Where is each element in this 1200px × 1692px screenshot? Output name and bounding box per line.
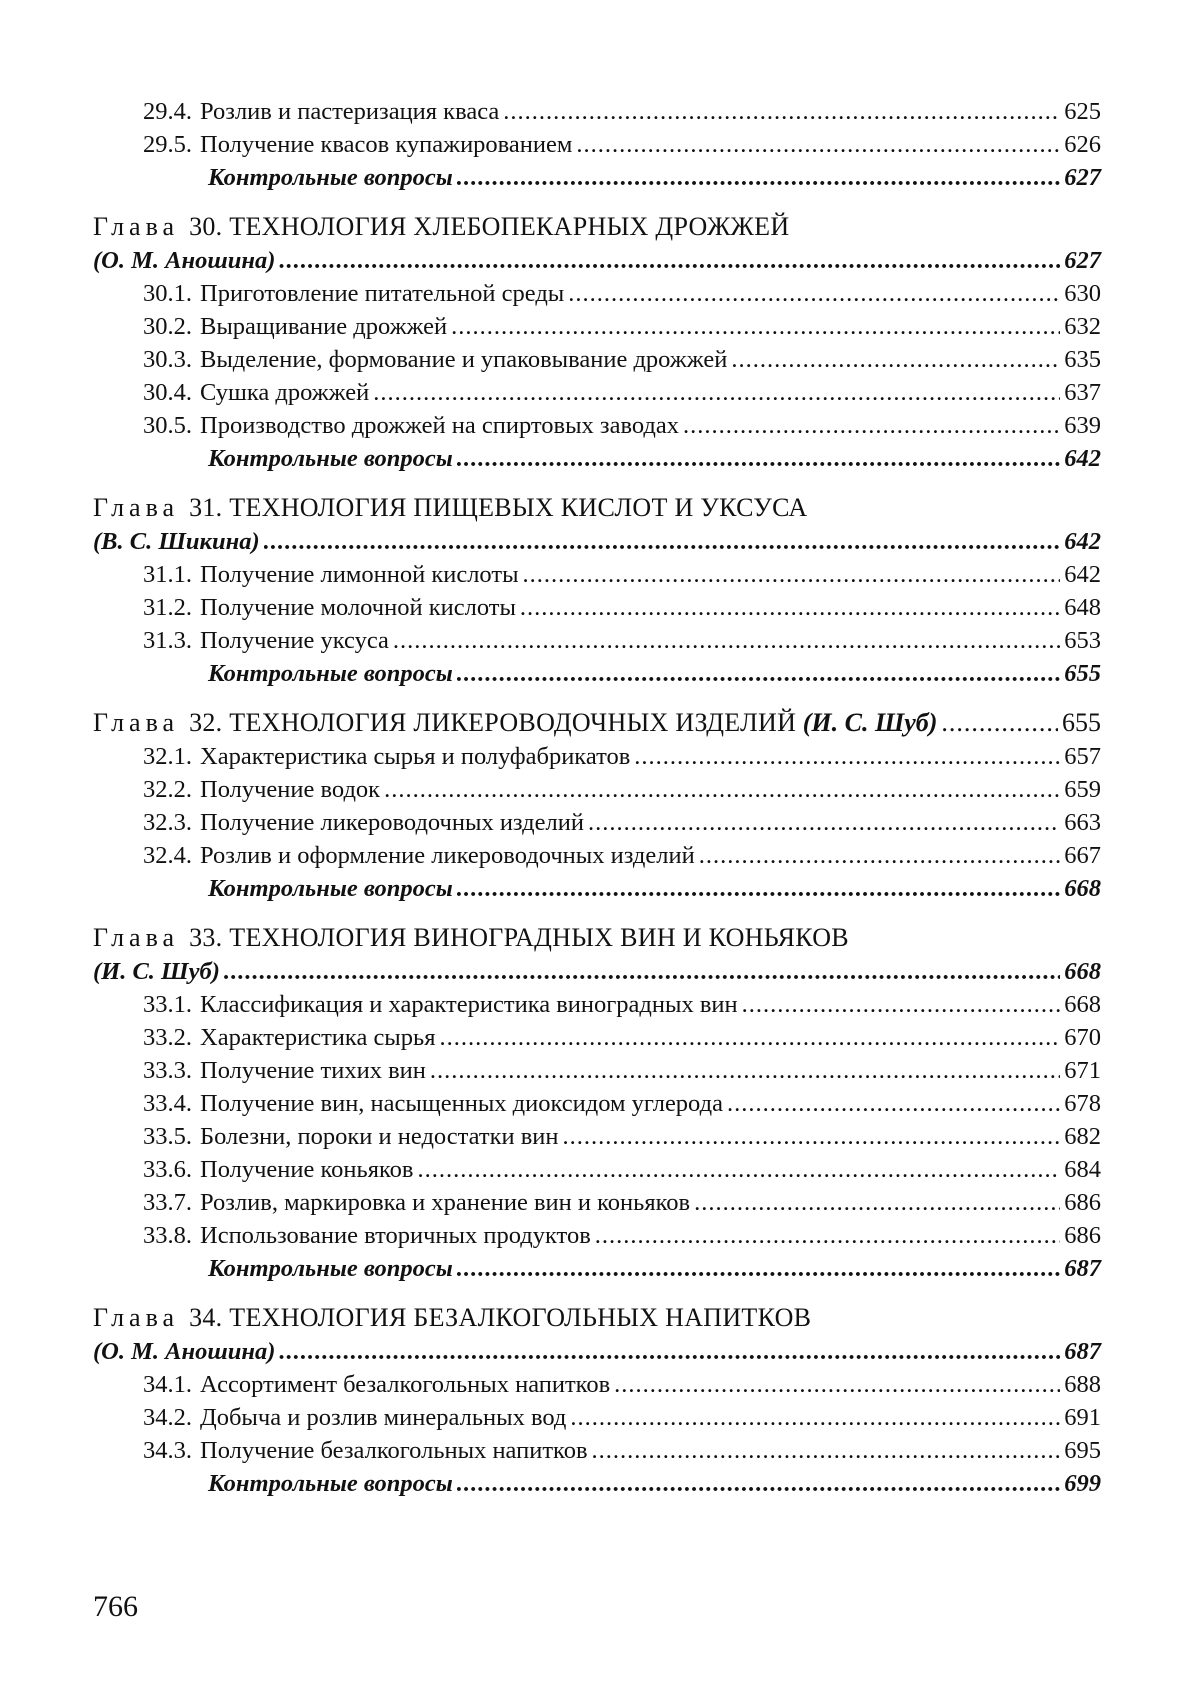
section-number: 34.3. <box>143 1437 192 1464</box>
entry-title <box>143 806 584 839</box>
author-entry <box>93 1335 1101 1368</box>
section-number: 33.3. <box>143 1057 192 1084</box>
section-number: 34.1. <box>143 1371 192 1398</box>
entry-title <box>143 1087 723 1120</box>
section-entry <box>93 806 1101 839</box>
section-number: 34.2. <box>143 1404 192 1431</box>
section-entry <box>93 591 1101 624</box>
dot-leader <box>731 343 1060 376</box>
entry-title <box>143 1368 610 1401</box>
page-ref: 639 <box>1064 412 1101 439</box>
chapter-prefix: Глава <box>93 212 180 241</box>
section-title: Розлив и оформление ликероводочных изделий <box>200 842 695 869</box>
section-number: 29.4. <box>143 98 192 125</box>
questions-label: Контрольные вопросы <box>208 875 453 902</box>
page-ref: 668 <box>1064 991 1101 1018</box>
entry-title <box>143 128 572 161</box>
questions-entry <box>93 1252 1101 1285</box>
page-ref: 686 <box>1064 1222 1101 1249</box>
dot-leader <box>614 1368 1060 1401</box>
section-title: Получение молочной кислоты <box>200 594 516 621</box>
page-ref: 627 <box>1064 247 1101 274</box>
chapter-prefix: Глава <box>93 493 180 522</box>
page-ref: 671 <box>1064 1057 1101 1084</box>
dot-leader <box>595 1219 1060 1252</box>
dot-leader <box>224 955 1060 988</box>
entry-title <box>143 310 447 343</box>
chapter-title: 30. ТЕХНОЛОГИЯ ХЛЕБОПЕКАРНЫХ ДРОЖЖЕЙ <box>189 212 790 241</box>
page-ref: 625 <box>1064 98 1101 125</box>
section-entry <box>93 773 1101 806</box>
section-number: 32.2. <box>143 776 192 803</box>
page-ref: 637 <box>1064 379 1101 406</box>
section-title: Ассортимент безалкогольных напитков <box>200 1371 611 1398</box>
entry-title <box>143 1401 566 1434</box>
page-ref: 657 <box>1064 743 1101 770</box>
section-title: Классификация и характеристика виноградных вин <box>200 991 738 1018</box>
questions-label: Контрольные вопросы <box>208 660 453 687</box>
section-entry <box>93 1186 1101 1219</box>
section-title: Получение тихих вин <box>200 1057 426 1084</box>
author-name: (О. М. Аношина) <box>93 247 276 274</box>
author-name: (В. С. Шикина) <box>93 528 260 555</box>
dot-leader <box>634 740 1060 773</box>
chapter-33 <box>93 921 1101 1285</box>
entry-title <box>143 773 380 806</box>
dot-leader <box>576 128 1060 161</box>
entry-title <box>143 1021 435 1054</box>
section-number: 32.1. <box>143 743 192 770</box>
section-entry <box>93 624 1101 657</box>
entry-title <box>143 95 499 128</box>
section-title: Использование вторичных продуктов <box>200 1222 591 1249</box>
section-title: Сушка дрожжей <box>200 379 370 406</box>
page-ref: 630 <box>1064 280 1101 307</box>
section-title: Приготовление питательной среды <box>200 280 565 307</box>
section-title: Получение вин, насыщенных диоксидом углерода <box>200 1090 723 1117</box>
section-title: Получение лимонной кислоты <box>200 561 519 588</box>
chapter-heading <box>93 921 1101 955</box>
dot-leader <box>457 872 1061 905</box>
dot-leader <box>393 624 1060 657</box>
dot-leader <box>941 706 1058 740</box>
section-title: Болезни, пороки и недостатки вин <box>200 1123 559 1150</box>
page-ref: 667 <box>1064 842 1101 869</box>
dot-leader <box>457 442 1061 475</box>
dot-leader <box>451 310 1060 343</box>
dot-leader <box>683 409 1060 442</box>
dot-leader <box>279 244 1060 277</box>
table-of-contents <box>93 95 1101 1500</box>
section-entry <box>93 1120 1101 1153</box>
section-entry <box>93 839 1101 872</box>
page-ref: 687 <box>1064 1338 1101 1365</box>
page-ref: 648 <box>1064 594 1101 621</box>
dot-leader <box>457 657 1061 690</box>
section-title: Выделение, формование и упаковывание дрожжей <box>200 346 728 373</box>
section-entry <box>93 128 1101 161</box>
chapter-heading <box>93 706 1101 740</box>
dot-leader <box>457 1467 1061 1500</box>
page-ref: 635 <box>1064 346 1101 373</box>
section-number: 29.5. <box>143 131 192 158</box>
dot-leader <box>588 806 1060 839</box>
questions-entry <box>93 161 1101 194</box>
section-title: Добыча и розлив минеральных вод <box>200 1404 567 1431</box>
chapter-prefix: Глава <box>93 1303 180 1332</box>
chapter-prefix: Глава <box>93 923 180 952</box>
questions-entry <box>93 1467 1101 1500</box>
entry-title <box>143 1434 588 1467</box>
page-ref: 670 <box>1064 1024 1101 1051</box>
page-ref: 678 <box>1064 1090 1101 1117</box>
dot-leader <box>373 376 1060 409</box>
entry-title <box>208 1467 453 1500</box>
page-ref: 642 <box>1064 528 1101 555</box>
page-ref: 663 <box>1064 809 1101 836</box>
page-ref: 627 <box>1064 164 1101 191</box>
section-entry <box>93 95 1101 128</box>
section-number: 30.2. <box>143 313 192 340</box>
entry-title <box>208 872 453 905</box>
dot-leader <box>699 839 1061 872</box>
section-title: Розлив и пастеризация кваса <box>200 98 500 125</box>
entry-title <box>93 1335 275 1368</box>
section-title: Характеристика сырья <box>200 1024 436 1051</box>
chapter-30 <box>93 210 1101 475</box>
dot-leader <box>457 1252 1061 1285</box>
author-name: (О. М. Аношина) <box>93 1338 276 1365</box>
page-number: 766 <box>93 1590 138 1623</box>
section-title: Получение безалкогольных напитков <box>200 1437 588 1464</box>
section-number: 30.4. <box>143 379 192 406</box>
entry-title <box>208 657 453 690</box>
section-title: Получение коньяков <box>200 1156 414 1183</box>
page-ref: 682 <box>1064 1123 1101 1150</box>
dot-leader <box>570 1401 1060 1434</box>
page-ref: 653 <box>1064 627 1101 654</box>
section-title: Получение квасов купажированием <box>200 131 573 158</box>
section-number: 31.3. <box>143 627 192 654</box>
author-name: (И. С. Шуб) <box>93 958 220 985</box>
dot-leader <box>503 95 1060 128</box>
page-ref: 691 <box>1064 1404 1101 1431</box>
section-title: Получение ликероводочных изделий <box>200 809 584 836</box>
dot-leader <box>520 591 1060 624</box>
entry-title <box>143 988 738 1021</box>
section-entry <box>93 1219 1101 1252</box>
section-entry <box>93 558 1101 591</box>
section-number: 30.1. <box>143 280 192 307</box>
dot-leader <box>417 1153 1060 1186</box>
dot-leader <box>563 1120 1061 1153</box>
entry-title <box>93 525 260 558</box>
section-entry <box>93 277 1101 310</box>
section-number: 30.3. <box>143 346 192 373</box>
section-entry <box>93 409 1101 442</box>
page-ref: 626 <box>1064 131 1101 158</box>
chapter-title: 34. ТЕХНОЛОГИЯ БЕЗАЛКОГОЛЬНЫХ НАПИТКОВ <box>189 1303 812 1332</box>
dot-leader <box>264 525 1061 558</box>
page-ref: 695 <box>1064 1437 1101 1464</box>
dot-leader <box>430 1054 1060 1087</box>
entry-title <box>143 1186 690 1219</box>
section-entry <box>93 310 1101 343</box>
dot-leader <box>742 988 1061 1021</box>
chapter-heading <box>93 1301 1101 1335</box>
page-ref: 642 <box>1064 445 1101 472</box>
section-title: Производство дрожжей на спиртовых заводах <box>200 412 680 439</box>
author-entry <box>93 525 1101 558</box>
dot-leader <box>694 1186 1060 1219</box>
section-number: 31.1. <box>143 561 192 588</box>
author-name: (И. С. Шуб) <box>802 708 938 737</box>
dot-leader <box>592 1434 1061 1467</box>
chapter-32 <box>93 706 1101 905</box>
questions-label: Контрольные вопросы <box>208 1255 453 1282</box>
entry-title <box>143 839 695 872</box>
section-number: 33.5. <box>143 1123 192 1150</box>
page-ref: 688 <box>1064 1371 1101 1398</box>
questions-entry <box>93 442 1101 475</box>
section-entry <box>93 1021 1101 1054</box>
section-number: 33.6. <box>143 1156 192 1183</box>
entry-title <box>208 442 453 475</box>
page-ref: 632 <box>1064 313 1101 340</box>
section-entry <box>93 1368 1101 1401</box>
entry-title <box>208 1252 453 1285</box>
questions-label: Контрольные вопросы <box>208 1470 453 1497</box>
section-number: 31.2. <box>143 594 192 621</box>
section-entry <box>93 376 1101 409</box>
entry-title <box>93 244 275 277</box>
section-entry <box>93 1434 1101 1467</box>
entry-title <box>208 161 453 194</box>
section-title: Розлив, маркировка и хранение вин и коньяков <box>200 1189 691 1216</box>
section-number: 30.5. <box>143 412 192 439</box>
chapter-prefix: Глава <box>93 708 180 737</box>
section-entry <box>93 343 1101 376</box>
dot-leader <box>568 277 1060 310</box>
entry-title <box>143 277 564 310</box>
chapter-heading <box>93 491 1101 525</box>
dot-leader <box>727 1087 1060 1120</box>
entry-title <box>143 740 630 773</box>
chapter-34 <box>93 1301 1101 1500</box>
section-entry <box>93 988 1101 1021</box>
chapter-title-wrap <box>93 706 937 740</box>
section-entry <box>93 1054 1101 1087</box>
dot-leader <box>523 558 1061 591</box>
page-ref: 699 <box>1064 1470 1101 1497</box>
questions-entry <box>93 872 1101 905</box>
section-number: 32.3. <box>143 809 192 836</box>
entry-title <box>143 624 389 657</box>
section-title: Выращивание дрожжей <box>200 313 448 340</box>
chapter-title: 33. ТЕХНОЛОГИЯ ВИНОГРАДНЫХ ВИН И КОНЬЯКОВ <box>189 923 849 952</box>
chapter-31 <box>93 491 1101 690</box>
page-ref: 684 <box>1064 1156 1101 1183</box>
page-ref: 642 <box>1064 561 1101 588</box>
page-ref: 655 <box>1062 708 1101 737</box>
author-entry <box>93 244 1101 277</box>
section-entry <box>93 1401 1101 1434</box>
entry-title <box>143 376 369 409</box>
page-ref: 668 <box>1064 875 1101 902</box>
entry-title <box>143 343 727 376</box>
section-number: 33.2. <box>143 1024 192 1051</box>
section-title: Получение водок <box>200 776 381 803</box>
entry-title <box>93 955 220 988</box>
section-title: Характеристика сырья и полуфабрикатов <box>200 743 631 770</box>
dot-leader <box>384 773 1060 806</box>
section-number: 33.4. <box>143 1090 192 1117</box>
chapter-heading <box>93 210 1101 244</box>
page-ref: 655 <box>1064 660 1101 687</box>
chapter-29-continuation <box>93 95 1101 194</box>
section-title: Получение уксуса <box>200 627 389 654</box>
section-entry <box>93 740 1101 773</box>
questions-label: Контрольные вопросы <box>208 445 453 472</box>
author-entry <box>93 955 1101 988</box>
section-entry <box>93 1153 1101 1186</box>
section-number: 33.1. <box>143 991 192 1018</box>
entry-title <box>143 1054 426 1087</box>
entry-title <box>143 1120 559 1153</box>
chapter-title: 31. ТЕХНОЛОГИЯ ПИЩЕВЫХ КИСЛОТ И УКСУСА <box>189 493 808 522</box>
page-ref: 686 <box>1064 1189 1101 1216</box>
entry-title <box>143 558 519 591</box>
section-number: 32.4. <box>143 842 192 869</box>
questions-label: Контрольные вопросы <box>208 164 453 191</box>
entry-title <box>143 409 679 442</box>
page-ref: 659 <box>1064 776 1101 803</box>
page-ref: 687 <box>1064 1255 1101 1282</box>
section-entry <box>93 1087 1101 1120</box>
entry-title <box>143 1219 591 1252</box>
entry-title <box>143 1153 413 1186</box>
dot-leader <box>279 1335 1060 1368</box>
section-number: 33.7. <box>143 1189 192 1216</box>
dot-leader <box>439 1021 1060 1054</box>
page-ref: 668 <box>1064 958 1101 985</box>
dot-leader <box>457 161 1061 194</box>
section-number: 33.8. <box>143 1222 192 1249</box>
questions-entry <box>93 657 1101 690</box>
entry-title <box>143 591 516 624</box>
chapter-title: 32. ТЕХНОЛОГИЯ ЛИКЕРОВОДОЧНЫХ ИЗДЕЛИЙ <box>189 708 797 737</box>
